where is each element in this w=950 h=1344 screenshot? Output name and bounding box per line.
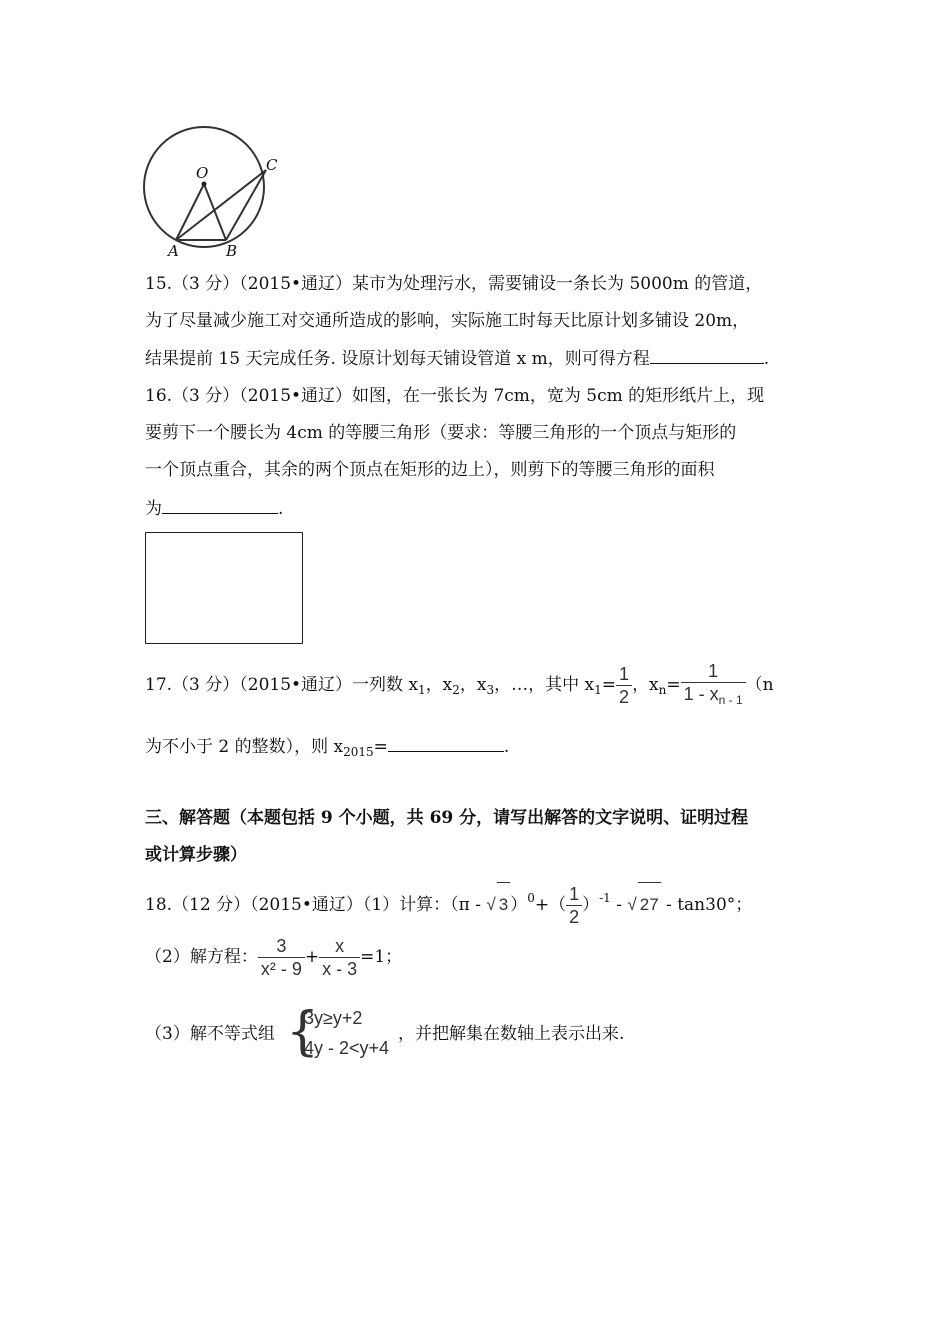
q18-fraction-1 <box>258 935 305 980</box>
sqrt3-radicand: 3 <box>497 882 510 927</box>
q17-recursive-fraction <box>681 660 746 711</box>
q17-half-den: 2 <box>619 687 630 707</box>
q18-fraction-2 <box>319 935 360 980</box>
q17-sep-2: ，x <box>459 675 487 695</box>
q18-part-1 <box>145 876 752 928</box>
q18-pow-0: 0 <box>527 891 535 905</box>
q17-prefix: 17.（3 分）（2015•通辽）一列数 x <box>145 675 419 695</box>
q16-answer-blank[interactable] <box>162 495 278 514</box>
q18-part2-prefix: （2）解方程： <box>145 947 258 967</box>
q15-text: 结果提前 15 天完成任务. 设原计划每天铺设管道 x m，则可得方程 <box>145 349 650 369</box>
q18-part1-prefix: 18.（12 分）（2015•通辽）（1）计算：（π - <box>145 895 487 915</box>
q18-f2-num: x <box>319 935 360 958</box>
segment-ob <box>204 184 226 240</box>
label-b: B <box>226 242 238 260</box>
q17-ellipsis: ，…，其中 x <box>494 675 595 695</box>
circle-figure <box>138 118 288 263</box>
q17-sub-2: 2 <box>452 683 460 697</box>
label-c: C <box>266 156 278 174</box>
q18-eq-1: =1； <box>360 947 403 967</box>
q15-line-1: 15.（3 分）（2015•通辽）某市为处理污水，需要铺设一条长为 5000m 的管道， <box>145 274 763 294</box>
q17-sub-1: 1 <box>418 683 426 697</box>
q17-sep-1: ，x <box>425 675 453 695</box>
q17-period: . <box>503 737 510 757</box>
q16-line-3: 一个顶点重合，其余的两个顶点在矩形的边上），则剪下的等腰三角形的面积 <box>145 460 715 480</box>
q17-rec-den-text: 1 - x <box>683 684 719 704</box>
q17-sub-4: 1 <box>594 683 602 697</box>
left-brace-icon: { <box>286 1002 320 1062</box>
q17-tail: （n <box>745 675 774 695</box>
q17-eq-3: = <box>373 737 388 757</box>
q16-line-4 <box>145 495 283 521</box>
sqrt27-expr: √ 27 <box>627 895 660 914</box>
q15-line-3 <box>145 345 769 371</box>
q18-half-den: 2 <box>569 907 580 927</box>
q18-half-num: 1 <box>566 883 582 906</box>
section-3-heading-line-1: 三、解答题（本题包括 9 个小题，共 69 分，请写出解答的文字说明、证明过程 <box>145 808 749 828</box>
q17-line-2 <box>145 733 509 764</box>
q17-line-1 <box>145 660 774 714</box>
q18-half-fraction <box>566 883 582 928</box>
q17-xn: ，x <box>632 675 659 695</box>
segment-oa <box>176 184 204 240</box>
center-point <box>202 182 207 187</box>
sqrt27-radicand: 27 <box>638 882 661 927</box>
q18-minus: - <box>610 895 628 915</box>
circle-o <box>144 127 264 247</box>
q18-plus: +（ <box>534 895 567 915</box>
q17-sub-3: 3 <box>486 683 495 697</box>
q15-period: . <box>763 349 770 369</box>
q17-half-num: 1 <box>616 663 632 686</box>
q17-rec-den-sub: n - 1 <box>718 693 743 707</box>
q17-half-fraction <box>616 663 632 708</box>
q18-tail: - tan30°； <box>660 895 753 915</box>
q18-close-paren: ） <box>510 895 528 915</box>
q17-answer-blank[interactable] <box>388 733 504 752</box>
q17-sub-2015: 2015 <box>343 745 374 759</box>
q17-eq-2: = <box>666 675 681 695</box>
sqrt3-expr: √ 3 <box>486 895 510 914</box>
rectangle-figure <box>145 532 303 644</box>
q16-line-1: 16.（3 分）（2015•通辽）如图，在一张长为 7cm，宽为 5cm 的矩形纸片上，现 <box>145 386 765 406</box>
q17-rec-den <box>681 683 746 711</box>
q17-rec-num: 1 <box>681 660 746 683</box>
q18-plus-2: + <box>304 947 320 967</box>
q18-part-2 <box>145 933 402 981</box>
q17-line-2-text: 为不小于 2 的整数），则 x <box>145 737 344 757</box>
q15-line-2: 为了尽量减少施工对交通所造成的影响，实际施工时每天比原计划多铺设 20m， <box>145 311 750 331</box>
q16-period: . <box>278 499 284 519</box>
q18-f2-den: x - 3 <box>322 959 358 979</box>
q17-eq: = <box>601 675 617 695</box>
inequality-1: 3y≥y+2 <box>304 1008 363 1028</box>
label-a: A <box>168 242 179 260</box>
q16-text: 为 <box>145 499 162 519</box>
label-o: O <box>196 164 209 182</box>
q18-f1-den: x² - 9 <box>260 959 302 979</box>
q17-sub-n: n <box>658 683 667 697</box>
q18-part-3-tail: ，并把解集在数轴上表示出来. <box>398 1024 625 1044</box>
q16-line-2: 要剪下一个腰长为 4cm 的等腰三角形（要求：等腰三角形的一个顶点与矩形的 <box>145 423 737 443</box>
q18-close-paren-2: ） <box>582 895 600 915</box>
section-3-heading-line-2: 或计算步骤） <box>145 845 247 865</box>
inequality-2: 4y - 2<y+4 <box>304 1038 390 1058</box>
q18-part-3-prefix: （3）解不等式组 <box>145 1024 275 1044</box>
q18-pow-neg1: -1 <box>599 891 611 905</box>
q15-answer-blank[interactable] <box>650 345 764 364</box>
q18-f1-num: 3 <box>258 935 305 958</box>
